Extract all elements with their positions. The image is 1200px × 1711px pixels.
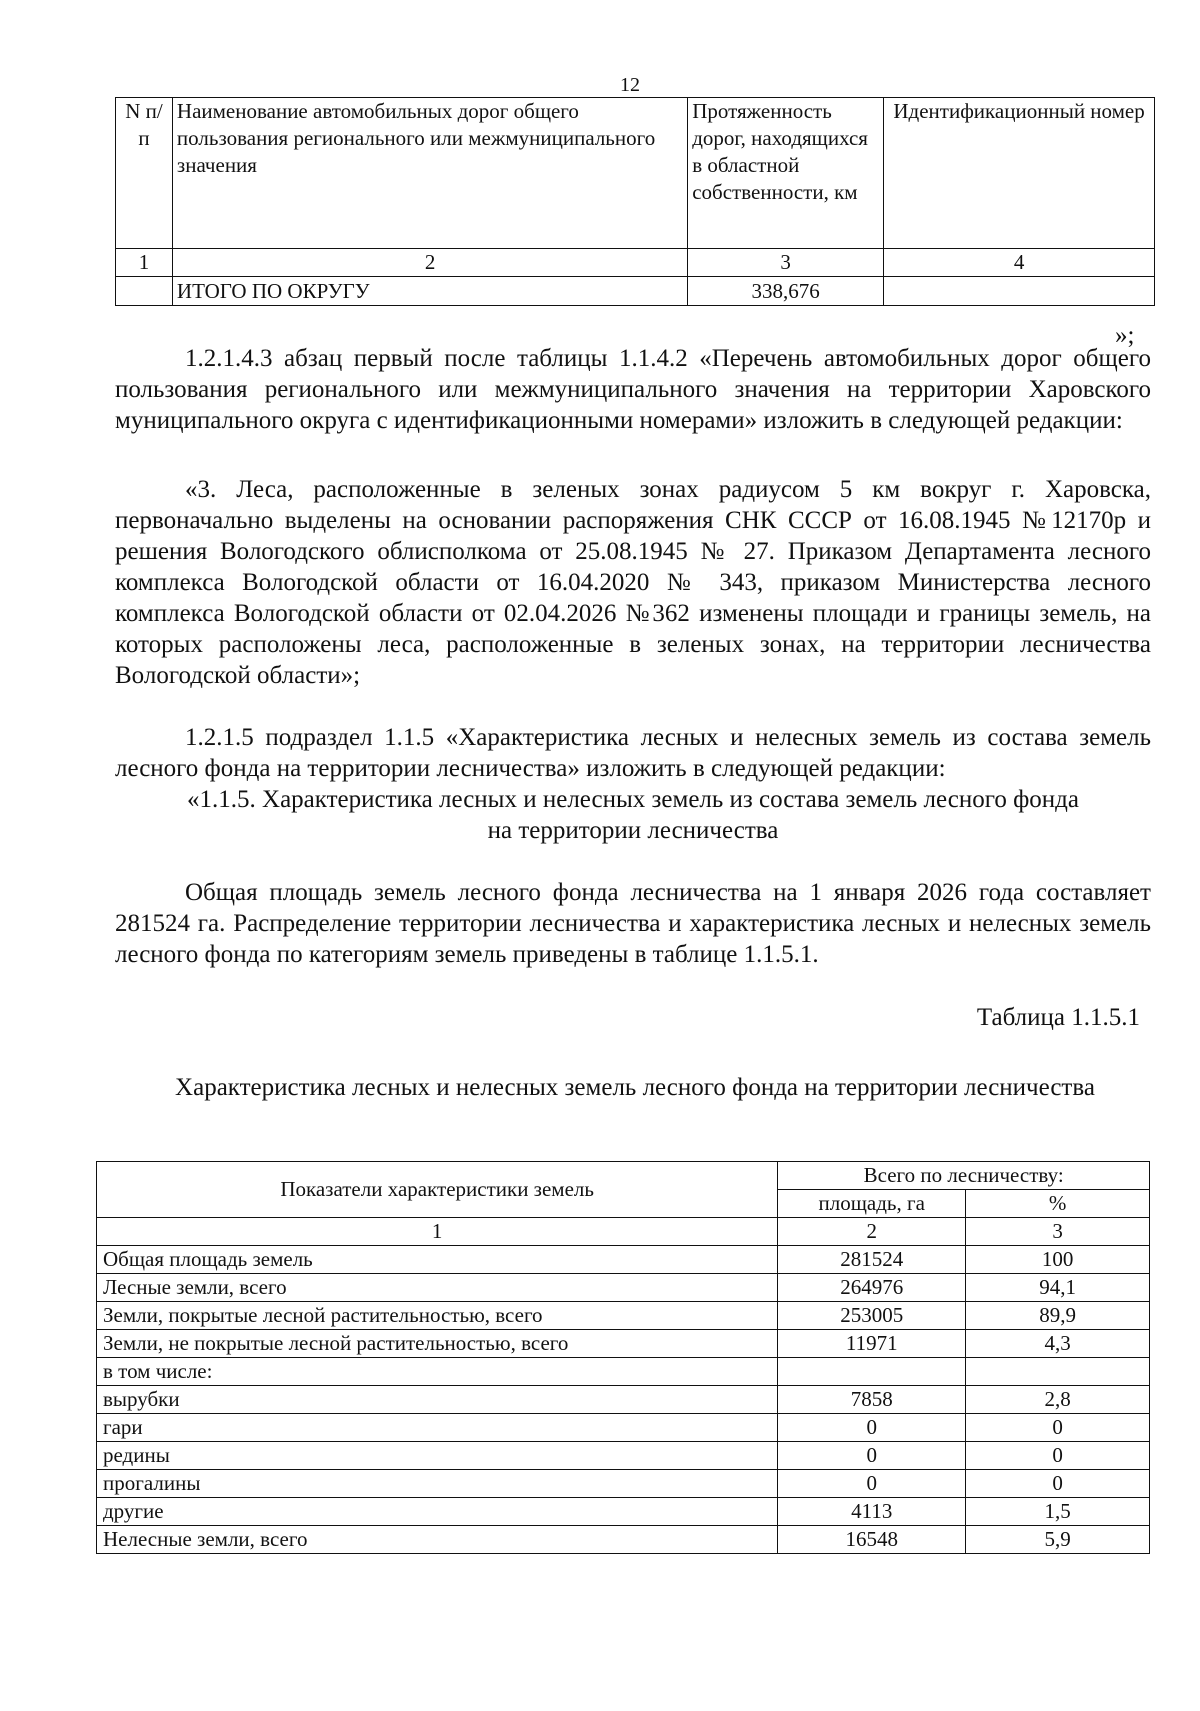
total-empty-cell: [884, 277, 1155, 306]
table-row: [97, 1526, 1150, 1554]
row-label: гари: [97, 1414, 778, 1442]
table-row: [97, 1498, 1150, 1526]
header-percent: %: [966, 1190, 1150, 1218]
land-table-column-numbers: [97, 1218, 1150, 1246]
roads-table-column-numbers: [116, 249, 1155, 277]
column-number: 3: [966, 1218, 1150, 1246]
land-table: [96, 1161, 1150, 1554]
table-row: [97, 1470, 1150, 1498]
row-percent: 0: [966, 1414, 1150, 1442]
page-number: 12: [620, 74, 640, 96]
row-label: Лесные земли, всего: [97, 1274, 778, 1302]
total-label: ИТОГО ПО ОКРУГУ: [172, 277, 687, 306]
paragraph-total-area: Общая площадь земель лесного фонда лесничества на 1 января 2026 года составляет 281524 га. Распределение территории лесничества и характеристика лесных и нелесных земель лесного фонда по категориям земель приведены в таблице 1.1.5.1.: [115, 879, 1151, 968]
table-row: [97, 1414, 1150, 1442]
table-row: [97, 1386, 1150, 1414]
row-area: 16548: [778, 1526, 966, 1554]
row-percent: 2,8: [966, 1386, 1150, 1414]
row-area: 253005: [778, 1302, 966, 1330]
roads-table-header-row: [116, 98, 1155, 249]
roads-table: [115, 97, 1155, 306]
table-row: [97, 1274, 1150, 1302]
table-label: Таблица 1.1.5.1: [976, 1004, 1140, 1031]
row-area: 0: [778, 1414, 966, 1442]
row-label: другие: [97, 1498, 778, 1526]
row-percent: 89,9: [966, 1302, 1150, 1330]
quote-close: »;: [1115, 322, 1135, 349]
section-heading-line1: «1.1.5. Характеристика лесных и нелесных земель из состава земель лесного фонда: [187, 786, 1079, 813]
paragraph-green-zones: «3. Леса, расположенные в зеленых зонах радиусом 5 км вокруг г. Харовска, первоначально выделены на основании распоряжения СНК СССР от 16.08.1945 №12170р и решения Вологодского облисполкома от 25.08.1945 № 27. Приказом Департамента лесного комплекса Вологодской области от 16.04.2020 № 343, приказом Министерства лесного комплекса Вологодской области от 02.04.2026 №362 изменены площади и границы земель, на которых расположены леса, расположенные в зеленых зонах, на территории лесничества Вологодской области»;: [115, 476, 1151, 689]
section-heading-line2: на территории лесничества: [487, 817, 779, 844]
column-number: 2: [778, 1218, 966, 1246]
header-id-number: Идентификационный номер: [884, 98, 1155, 249]
column-number: 2: [172, 249, 687, 277]
row-percent: [966, 1358, 1150, 1386]
row-percent: 1,5: [966, 1498, 1150, 1526]
column-number: 1: [97, 1218, 778, 1246]
row-label: редины: [97, 1442, 778, 1470]
row-label: Земли, покрытые лесной растительностью, всего: [97, 1302, 778, 1330]
table-row: [97, 1330, 1150, 1358]
row-label: Нелесные земли, всего: [97, 1526, 778, 1554]
table-row: [97, 1442, 1150, 1470]
header-road-name: Наименование автомобильных дорог общего пользования регионального или межмуниципального значения: [172, 98, 687, 249]
row-area: 281524: [778, 1246, 966, 1274]
row-percent: 4,3: [966, 1330, 1150, 1358]
row-area: 7858: [778, 1386, 966, 1414]
row-percent: 100: [966, 1246, 1150, 1274]
total-length: 338,676: [688, 277, 884, 306]
total-empty-cell: [116, 277, 173, 306]
row-label: вырубки: [97, 1386, 778, 1414]
row-label: Земли, не покрытые лесной растительностью, всего: [97, 1330, 778, 1358]
row-area: 0: [778, 1442, 966, 1470]
header-total: Всего по лесничеству:: [778, 1162, 1150, 1190]
column-number: 1: [116, 249, 173, 277]
row-area: 0: [778, 1470, 966, 1498]
row-area: 264976: [778, 1274, 966, 1302]
header-number: N п/п: [116, 98, 173, 249]
row-percent: 94,1: [966, 1274, 1150, 1302]
land-table-header-row: [97, 1162, 1150, 1190]
row-label: прогалины: [97, 1470, 778, 1498]
row-percent: 0: [966, 1470, 1150, 1498]
table-title: Характеристика лесных и нелесных земель лесного фонда на территории лесничества: [175, 1074, 1095, 1101]
header-indicator: Показатели характеристики земель: [97, 1162, 778, 1218]
paragraph-amendment-1: 1.2.1.4.3 абзац первый после таблицы 1.1.4.2 «Перечень автомобильных дорог общего пользования регионального или межмуниципального значения на территории Харовского муниципального округа с идентификационными номерами» изложить в следующей редакции:: [115, 345, 1151, 434]
row-percent: 0: [966, 1442, 1150, 1470]
row-area: 11971: [778, 1330, 966, 1358]
table-row: [97, 1302, 1150, 1330]
table-row: [97, 1358, 1150, 1386]
row-label: Общая площадь земель: [97, 1246, 778, 1274]
table-row: [97, 1246, 1150, 1274]
row-area: [778, 1358, 966, 1386]
column-number: 3: [688, 249, 884, 277]
header-area: площадь, га: [778, 1190, 966, 1218]
paragraph-amendment-2: 1.2.1.5 подраздел 1.1.5 «Характеристика лесных и нелесных земель из состава земель лесного фонда на территории лесничества» изложить в следующей редакции:: [115, 724, 1151, 782]
roads-table-total-row: [116, 277, 1155, 306]
column-number: 4: [884, 249, 1155, 277]
header-length: Протяженность дорог, находящихся в областной собственности, км: [688, 98, 884, 249]
row-label: в том числе:: [97, 1358, 778, 1386]
row-area: 4113: [778, 1498, 966, 1526]
row-percent: 5,9: [966, 1526, 1150, 1554]
